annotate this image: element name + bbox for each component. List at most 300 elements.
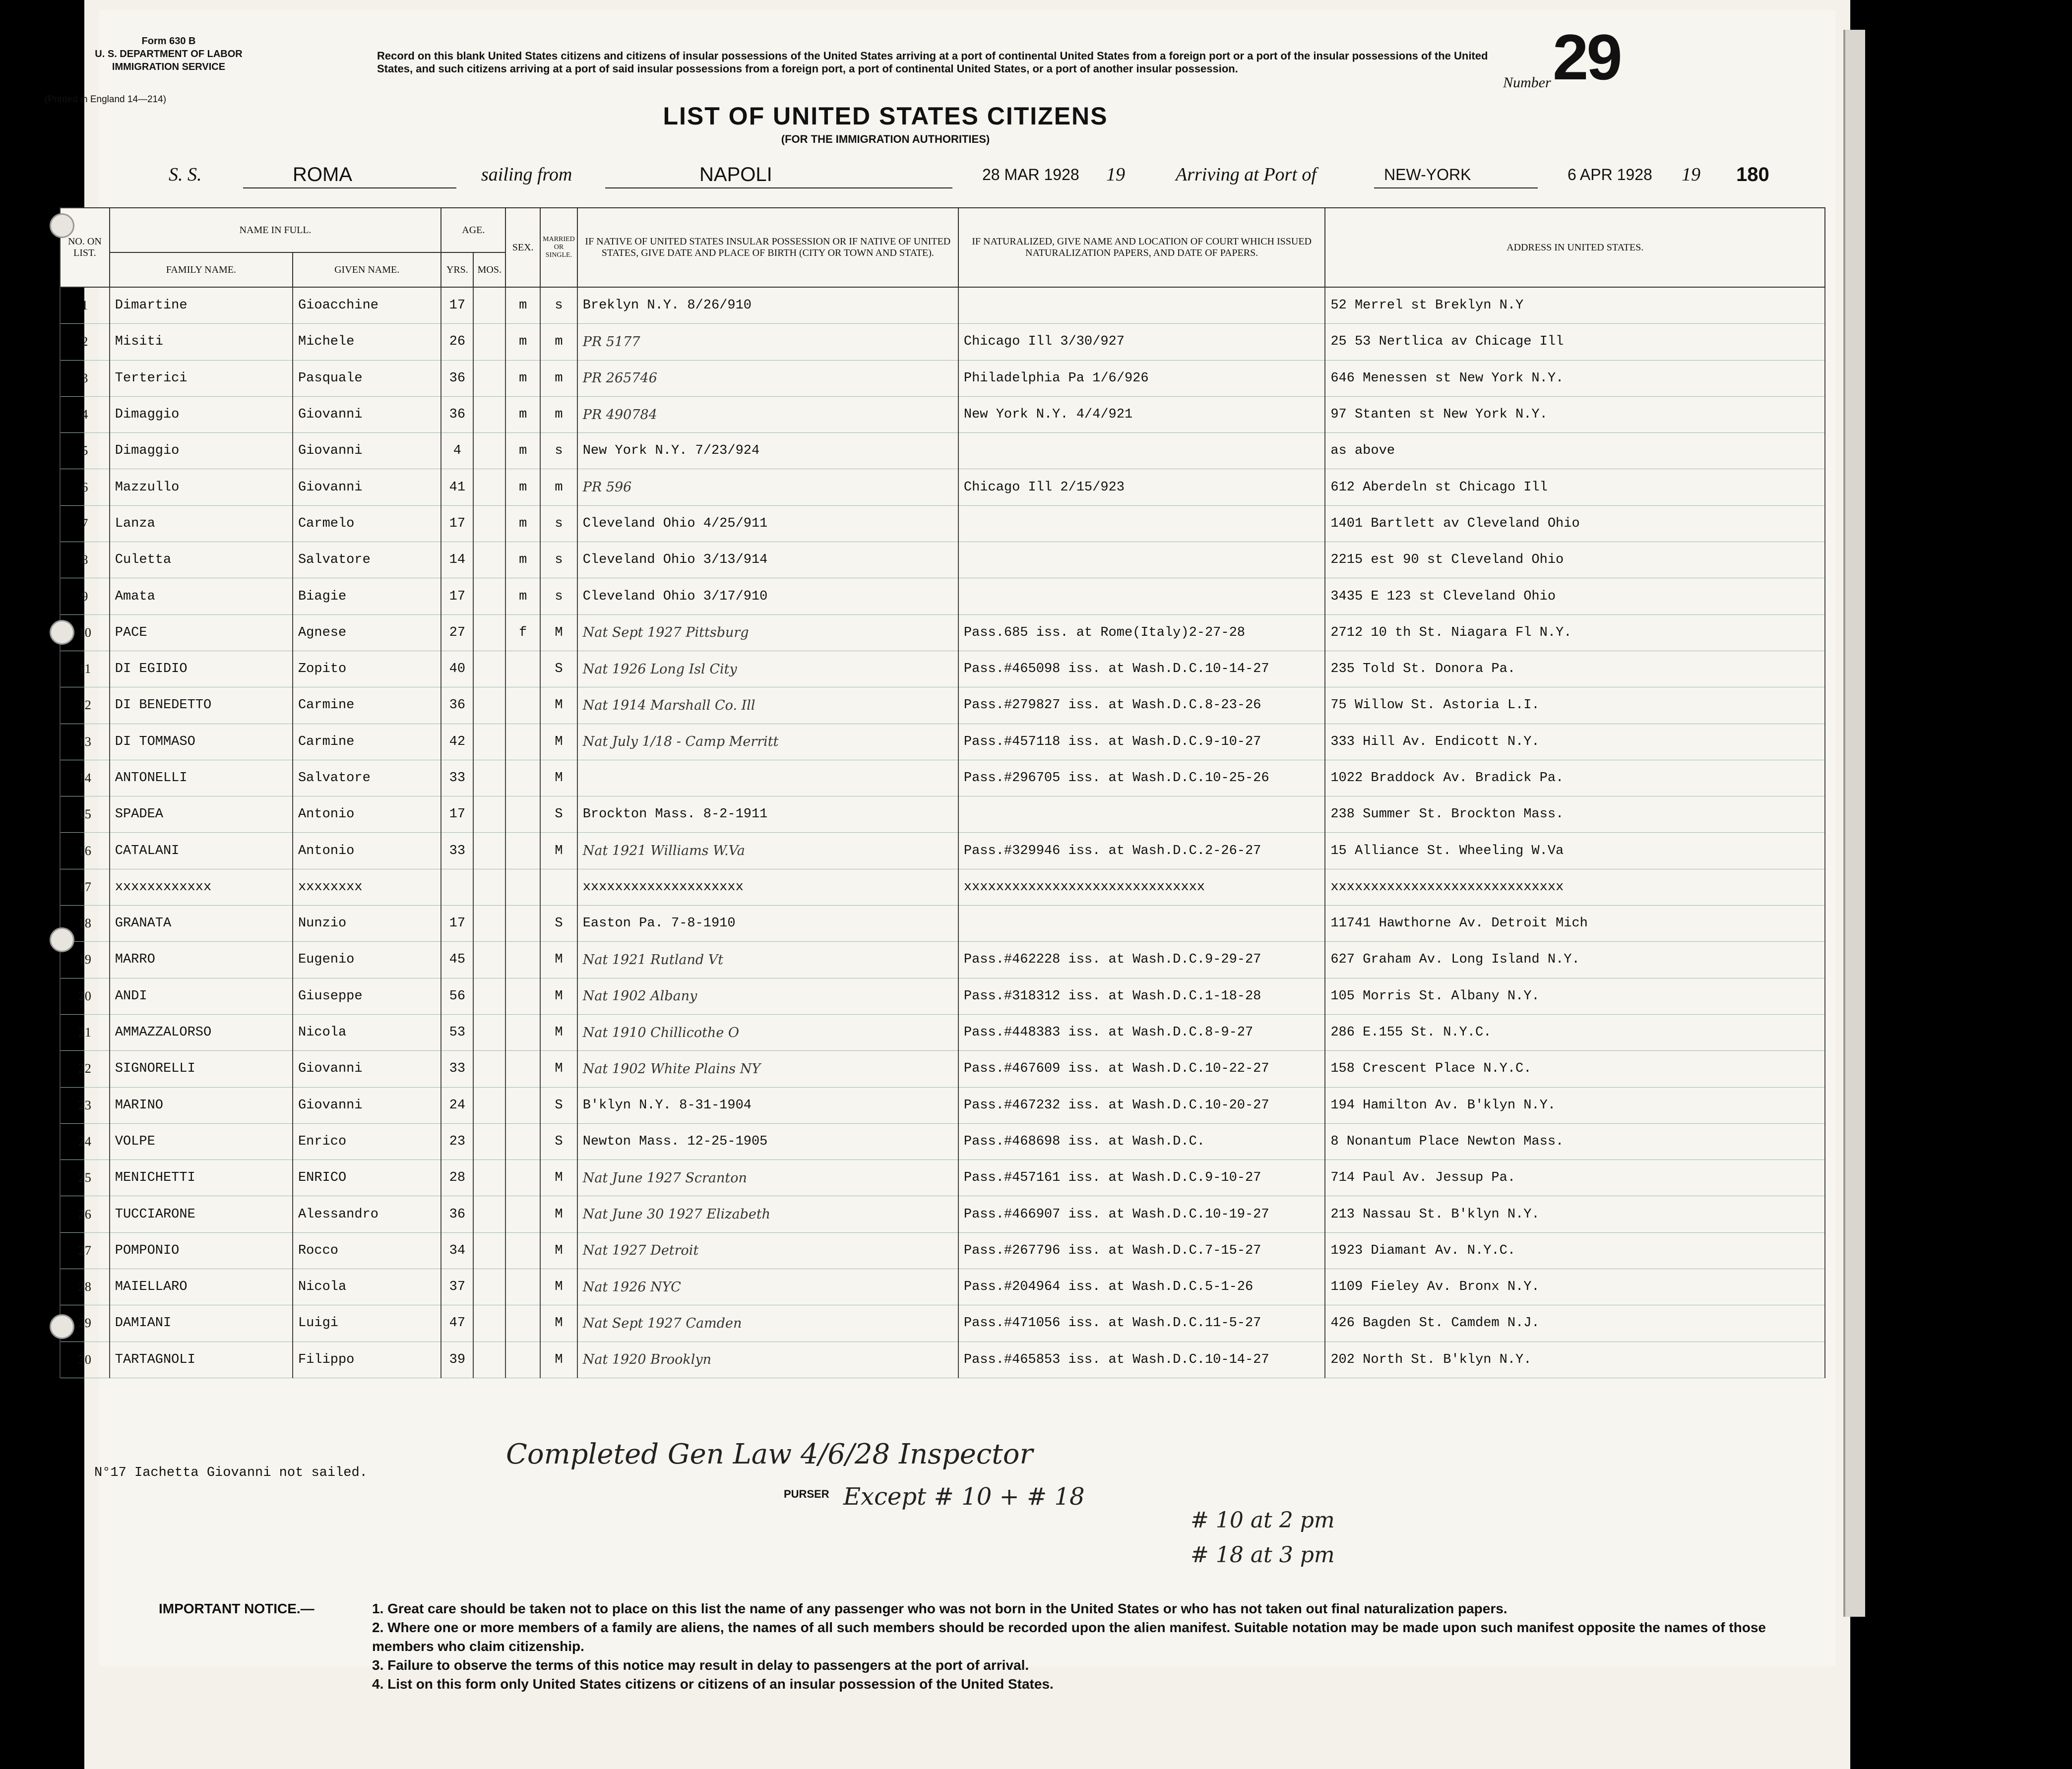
cell-nat: Pass.#318312 iss. at Wash.D.C.1-18-28 — [958, 978, 1325, 1014]
cell-yrs: 17 — [441, 578, 473, 614]
cell-sex: m — [505, 578, 540, 614]
table-row — [60, 542, 1825, 578]
cell-no: 3 — [60, 360, 110, 396]
service: IMMIGRATION SERVICE — [112, 61, 226, 72]
cell-sex — [505, 1051, 540, 1087]
cell-ms: S — [540, 796, 577, 833]
cell-mos — [473, 1123, 505, 1159]
cell-sex — [505, 687, 540, 724]
department: U. S. DEPARTMENT OF LABOR — [95, 49, 243, 60]
cell-yrs: 27 — [441, 614, 473, 651]
cell-no: 26 — [60, 1196, 110, 1232]
table-row — [60, 469, 1825, 505]
cell-nat: Pass.#267796 iss. at Wash.D.C.7-15-27 — [958, 1232, 1325, 1269]
cell-address: 235 Told St. Donora Pa. — [1325, 651, 1825, 687]
cell-no: 8 — [60, 542, 110, 578]
cell-given: Carmelo — [293, 505, 441, 542]
cell-yrs: 36 — [441, 360, 473, 396]
cell-ms: s — [540, 578, 577, 614]
page-subtitle: (FOR THE IMMIGRATION AUTHORITIES) — [781, 133, 990, 145]
cell-mos — [473, 324, 505, 360]
time-note-10: # 10 at 2 pm — [1191, 1508, 1335, 1533]
cell-sex: m — [505, 324, 540, 360]
cell-birth: Nat 1921 Rutland Vt — [577, 942, 958, 978]
cell-ms: s — [540, 542, 577, 578]
cell-family: DI BENEDETTO — [110, 687, 293, 724]
cell-ms: m — [540, 469, 577, 505]
table-row — [60, 833, 1825, 869]
cell-birth: Nat 1927 Detroit — [577, 1232, 958, 1269]
cell-birth: Cleveland Ohio 3/17/910 — [577, 578, 958, 614]
cell-birth: Newton Mass. 12-25-1905 — [577, 1123, 958, 1159]
cell-mos — [473, 1014, 505, 1050]
table-row — [60, 1196, 1825, 1232]
table-row — [60, 505, 1825, 542]
cell-address: 11741 Hawthorne Av. Detroit Mich — [1325, 906, 1825, 942]
cell-given: Antonio — [293, 796, 441, 833]
cell-mos — [473, 1269, 505, 1305]
cell-sex — [505, 978, 540, 1014]
page-edge — [1843, 30, 1865, 1617]
cell-mos — [473, 1342, 505, 1378]
cell-sex — [505, 1342, 540, 1378]
cell-family: SPADEA — [110, 796, 293, 833]
cell-no: 5 — [60, 433, 110, 469]
col-married: MARRIED OR SINGLE. — [540, 208, 577, 287]
cell-sex: m — [505, 287, 540, 324]
table-row — [60, 287, 1825, 324]
cell-given: Rocco — [293, 1232, 441, 1269]
cell-yrs: 33 — [441, 760, 473, 796]
cell-family: TUCCIARONE — [110, 1196, 293, 1232]
cell-address: xxxxxxxxxxxxxxxxxxxxxxxxxxxxx — [1325, 869, 1825, 905]
cell-address: 333 Hill Av. Endicott N.Y. — [1325, 724, 1825, 760]
table-row — [60, 978, 1825, 1014]
cell-birth: PR 265746 — [577, 360, 958, 396]
cell-family: xxxxxxxxxxxx — [110, 869, 293, 905]
cell-sex — [505, 651, 540, 687]
binder-hole — [50, 927, 74, 952]
cell-ms — [540, 869, 577, 905]
cell-sex: m — [505, 360, 540, 396]
col-address: ADDRESS IN UNITED STATES. — [1325, 208, 1825, 287]
cell-birth: Breklyn N.Y. 8/26/910 — [577, 287, 958, 324]
cell-mos — [473, 287, 505, 324]
cell-given: Carmine — [293, 687, 441, 724]
cell-no: 19 — [60, 942, 110, 978]
col-age: AGE. — [441, 208, 505, 252]
cell-sex — [505, 724, 540, 760]
cell-mos — [473, 1232, 505, 1269]
cell-address: 714 Paul Av. Jessup Pa. — [1325, 1160, 1825, 1196]
cell-no: 9 — [60, 578, 110, 614]
cell-yrs: 24 — [441, 1087, 473, 1123]
table-row — [60, 1087, 1825, 1123]
not-sailed-note: N°17 Iachetta Giovanni not sailed. — [94, 1465, 368, 1480]
binder-hole — [50, 620, 74, 645]
cell-sex — [505, 942, 540, 978]
cell-birth: Nat Sept 1927 Camden — [577, 1305, 958, 1342]
cell-given: Michele — [293, 324, 441, 360]
cell-yrs: 23 — [441, 1123, 473, 1159]
cell-no: 12 — [60, 687, 110, 724]
cell-nat — [958, 796, 1325, 833]
cell-birth: Nat 1902 White Plains NY — [577, 1051, 958, 1087]
record-instructions: Record on this blank United States citizens and citizens of insular possessions of the United States arriving at a port of continental United States from a foreign port or a port of the insular possessions of the United States, and such citizens arriving at a port of said insular possessions from a foreign port, a port of continental United States, or a port of another insular possession. — [377, 50, 1488, 75]
cell-given: Pasquale — [293, 360, 441, 396]
table-row — [60, 1232, 1825, 1269]
cell-sex — [505, 1160, 540, 1196]
cell-ms: M — [540, 1269, 577, 1305]
cell-address: 194 Hamilton Av. B'klyn N.Y. — [1325, 1087, 1825, 1123]
cell-sex — [505, 760, 540, 796]
cell-sex — [505, 1087, 540, 1123]
cell-family: VOLPE — [110, 1123, 293, 1159]
cell-nat — [958, 287, 1325, 324]
cell-family: Culetta — [110, 542, 293, 578]
cell-family: Dimaggio — [110, 433, 293, 469]
cell-sex — [505, 1196, 540, 1232]
cell-mos — [473, 869, 505, 905]
cell-ms: S — [540, 651, 577, 687]
cell-ms: s — [540, 287, 577, 324]
cell-sex: m — [505, 505, 540, 542]
cell-mos — [473, 433, 505, 469]
cell-ms: M — [540, 1160, 577, 1196]
table-row — [60, 1051, 1825, 1087]
cell-no: 10 — [60, 614, 110, 651]
cell-yrs: 36 — [441, 396, 473, 432]
cell-ms: M — [540, 1014, 577, 1050]
cell-birth: Nat 1926 NYC — [577, 1269, 958, 1305]
cell-address: 646 Menessen st New York N.Y. — [1325, 360, 1825, 396]
cell-nat: Chicago Ill 3/30/927 — [958, 324, 1325, 360]
cell-yrs: 47 — [441, 1305, 473, 1342]
cell-given: Nicola — [293, 1014, 441, 1050]
table-row — [60, 433, 1825, 469]
cell-nat: Pass.#457161 iss. at Wash.D.C.9-10-27 — [958, 1160, 1325, 1196]
cell-address: 238 Summer St. Brockton Mass. — [1325, 796, 1825, 833]
cell-yrs — [441, 869, 473, 905]
cell-mos — [473, 505, 505, 542]
cell-address: 25 53 Nertlica av Chicage Ill — [1325, 324, 1825, 360]
cell-mos — [473, 1305, 505, 1342]
cell-no: 13 — [60, 724, 110, 760]
table-row — [60, 1269, 1825, 1305]
cell-no: 20 — [60, 978, 110, 1014]
cell-ms: M — [540, 942, 577, 978]
cell-ms: M — [540, 614, 577, 651]
cell-address: 52 Merrel st Breklyn N.Y — [1325, 287, 1825, 324]
table-row — [60, 796, 1825, 833]
cell-birth: PR 596 — [577, 469, 958, 505]
cell-sex: m — [505, 433, 540, 469]
cell-address: 1022 Braddock Av. Bradick Pa. — [1325, 760, 1825, 796]
cell-address: 627 Graham Av. Long Island N.Y. — [1325, 942, 1825, 978]
cell-address: 3435 E 123 st Cleveland Ohio — [1325, 578, 1825, 614]
list-number: 29 — [1553, 21, 1621, 93]
cell-nat — [958, 505, 1325, 542]
cell-family: MARRO — [110, 942, 293, 978]
cell-yrs: 53 — [441, 1014, 473, 1050]
cell-address: 2215 est 90 st Cleveland Ohio — [1325, 542, 1825, 578]
cell-nat — [958, 578, 1325, 614]
cell-birth: Nat July 1/18 - Camp Merritt — [577, 724, 958, 760]
cell-mos — [473, 1160, 505, 1196]
cell-sex — [505, 1123, 540, 1159]
cell-yrs: 33 — [441, 833, 473, 869]
cell-family: Dimaggio — [110, 396, 293, 432]
cell-nat: Pass.#471056 iss. at Wash.D.C.11-5-27 — [958, 1305, 1325, 1342]
cell-family: MAIELLARO — [110, 1269, 293, 1305]
cell-given: ENRICO — [293, 1160, 441, 1196]
cell-family: ANTONELLI — [110, 760, 293, 796]
cell-family: CATALANI — [110, 833, 293, 869]
cell-address: 75 Willow St. Astoria L.I. — [1325, 687, 1825, 724]
notice-item: 3. Failure to observe the terms of this notice may result in delay to passengers at the port of arrival. — [372, 1657, 1029, 1673]
cell-sex — [505, 1014, 540, 1050]
table-row — [60, 942, 1825, 978]
cell-birth: Nat 1921 Williams W.Va — [577, 833, 958, 869]
purser-label: PURSER — [784, 1488, 829, 1500]
cell-yrs: 41 — [441, 469, 473, 505]
year-suffix: 19 — [1106, 164, 1125, 185]
cell-ms: M — [540, 724, 577, 760]
cell-mos — [473, 396, 505, 432]
notice-item: 4. List on this form only United States citizens or citizens of an insular possession of the United States. — [372, 1676, 1054, 1692]
cell-yrs: 14 — [441, 542, 473, 578]
cell-address: 426 Bagden St. Camdem N.J. — [1325, 1305, 1825, 1342]
page-title: LIST OF UNITED STATES CITIZENS — [663, 102, 1108, 130]
col-mos: MOS. — [473, 252, 505, 287]
cell-nat: Pass.#468698 iss. at Wash.D.C. — [958, 1123, 1325, 1159]
cell-mos — [473, 760, 505, 796]
cell-mos — [473, 360, 505, 396]
form-header — [45, 35, 293, 106]
cell-given: Eugenio — [293, 942, 441, 978]
cell-mos — [473, 906, 505, 942]
cell-address: 105 Morris St. Albany N.Y. — [1325, 978, 1825, 1014]
cell-nat: Pass.#329946 iss. at Wash.D.C.2-26-27 — [958, 833, 1325, 869]
cell-nat: Pass.#279827 iss. at Wash.D.C.8-23-26 — [958, 687, 1325, 724]
cell-given: xxxxxxxx — [293, 869, 441, 905]
cell-given: Giovanni — [293, 469, 441, 505]
cell-ms: m — [540, 360, 577, 396]
cell-birth: B'klyn N.Y. 8-31-1904 — [577, 1087, 958, 1123]
cell-mos — [473, 614, 505, 651]
cell-mos — [473, 651, 505, 687]
cell-given: Antonio — [293, 833, 441, 869]
cell-family: GRANATA — [110, 906, 293, 942]
cell-ms: M — [540, 1232, 577, 1269]
table-row — [60, 1123, 1825, 1159]
table-row — [60, 360, 1825, 396]
cell-yrs: 45 — [441, 942, 473, 978]
sailing-label: sailing from — [481, 164, 572, 185]
table-row — [60, 1160, 1825, 1196]
cell-sex: f — [505, 614, 540, 651]
cell-given: Nunzio — [293, 906, 441, 942]
cell-nat: Pass.#296705 iss. at Wash.D.C.10-25-26 — [958, 760, 1325, 796]
col-yrs: YRS. — [441, 252, 473, 287]
cell-no: 16 — [60, 833, 110, 869]
completed-note: Completed Gen Law 4/6/28 Inspector — [506, 1438, 1033, 1470]
form-number: Form 630 B — [141, 36, 196, 47]
sail-date: 28 MAR 1928 — [982, 166, 1079, 183]
cell-ms: m — [540, 396, 577, 432]
cell-birth: Nat June 1927 Scranton — [577, 1160, 958, 1196]
cell-address: 158 Crescent Place N.Y.C. — [1325, 1051, 1825, 1087]
cell-mos — [473, 833, 505, 869]
cell-no: 25 — [60, 1160, 110, 1196]
cell-nat: Pass.#465098 iss. at Wash.D.C.10-14-27 — [958, 651, 1325, 687]
cell-family: Mazzullo — [110, 469, 293, 505]
cell-address: 1401 Bartlett av Cleveland Ohio — [1325, 505, 1825, 542]
col-no: NO. ON LIST. — [60, 208, 110, 287]
col-given-name: GIVEN NAME. — [293, 252, 441, 287]
table-row — [60, 687, 1825, 724]
cell-family: MARINO — [110, 1087, 293, 1123]
cell-given: Carmine — [293, 724, 441, 760]
cell-mos — [473, 942, 505, 978]
voyage-line — [35, 164, 1769, 193]
port-to: NEW-YORK — [1384, 166, 1471, 183]
cell-sex — [505, 796, 540, 833]
table-row — [60, 906, 1825, 942]
cell-sex — [505, 906, 540, 942]
cell-ms: M — [540, 1196, 577, 1232]
cell-birth: Cleveland Ohio 3/13/914 — [577, 542, 958, 578]
cell-given: Gioacchine — [293, 287, 441, 324]
cell-no: 24 — [60, 1123, 110, 1159]
cell-birth: Nat 1910 Chillicothe O — [577, 1014, 958, 1050]
cell-nat: Philadelphia Pa 1/6/926 — [958, 360, 1325, 396]
cell-family: PACE — [110, 614, 293, 651]
cell-ms: S — [540, 906, 577, 942]
cell-no: 1 — [60, 287, 110, 324]
cell-birth: Easton Pa. 7-8-1910 — [577, 906, 958, 942]
cell-address: 286 E.155 St. N.Y.C. — [1325, 1014, 1825, 1050]
cell-birth: xxxxxxxxxxxxxxxxxxxx — [577, 869, 958, 905]
cell-yrs: 36 — [441, 687, 473, 724]
cell-given: Salvatore — [293, 542, 441, 578]
cell-nat: Pass.685 iss. at Rome(Italy)2-27-28 — [958, 614, 1325, 651]
cell-address: 2712 10 th St. Niagara Fl N.Y. — [1325, 614, 1825, 651]
cell-mos — [473, 542, 505, 578]
cell-nat — [958, 433, 1325, 469]
cell-given: Giovanni — [293, 1087, 441, 1123]
cell-family: Terterici — [110, 360, 293, 396]
manifest-table — [60, 207, 1825, 1378]
cell-sex: m — [505, 396, 540, 432]
cell-no: 4 — [60, 396, 110, 432]
cell-ms: M — [540, 1051, 577, 1087]
cell-address: 15 Alliance St. Wheeling W.Va — [1325, 833, 1825, 869]
cell-yrs: 33 — [441, 1051, 473, 1087]
cell-address: 1923 Diamant Av. N.Y.C. — [1325, 1232, 1825, 1269]
cell-nat: Pass.#462228 iss. at Wash.D.C.9-29-27 — [958, 942, 1325, 978]
table-row — [60, 869, 1825, 905]
cell-yrs: 56 — [441, 978, 473, 1014]
cell-given: Enrico — [293, 1123, 441, 1159]
cell-given: Giovanni — [293, 396, 441, 432]
cell-yrs: 17 — [441, 505, 473, 542]
port-from: NAPOLI — [699, 164, 772, 185]
cell-yrs: 39 — [441, 1342, 473, 1378]
table-row — [60, 396, 1825, 432]
cell-family: DAMIANI — [110, 1305, 293, 1342]
arrive-date: 6 APR 1928 — [1568, 166, 1652, 183]
cell-yrs: 17 — [441, 287, 473, 324]
cell-mos — [473, 1196, 505, 1232]
cell-mos — [473, 978, 505, 1014]
cell-yrs: 37 — [441, 1269, 473, 1305]
cell-mos — [473, 1051, 505, 1087]
col-naturalized: IF NATURALIZED, GIVE NAME AND LOCATION OF COURT WHICH ISSUED NATURALIZATION PAPERS, AND DATE OF PAPERS. — [958, 208, 1325, 287]
ss-label: S. S. — [169, 164, 202, 185]
cell-no: 2 — [60, 324, 110, 360]
cell-birth: Nat 1902 Albany — [577, 978, 958, 1014]
col-sex: SEX. — [505, 208, 540, 287]
cell-sex — [505, 869, 540, 905]
cell-address: 213 Nassau St. B'klyn N.Y. — [1325, 1196, 1825, 1232]
cell-address: 97 Stanten st New York N.Y. — [1325, 396, 1825, 432]
cell-no: 7 — [60, 505, 110, 542]
cell-given: Giovanni — [293, 1051, 441, 1087]
cell-no: 27 — [60, 1232, 110, 1269]
notice-item: 2. Where one or more members of a family are aliens, the names of all such members should be recorded upon the alien manifest. Suitable notation may be made upon such manifest opposite the names of those members who claim citizenship. — [372, 1620, 1766, 1654]
cell-no: 6 — [60, 469, 110, 505]
cell-birth: Nat Sept 1927 Pittsburg — [577, 614, 958, 651]
table-row — [60, 1305, 1825, 1342]
cell-nat: Pass.#448383 iss. at Wash.D.C.8-9-27 — [958, 1014, 1325, 1050]
cell-address: 612 Aberdeln st Chicago Ill — [1325, 469, 1825, 505]
col-birth: IF NATIVE OF UNITED STATES INSULAR POSSESSION OR IF NATIVE OF UNITED STATES, GIVE DATE AND PLACE OF BIRTH (CITY OR TOWN AND STATE). — [577, 208, 958, 287]
notice-lead: IMPORTANT NOTICE.— — [159, 1601, 314, 1616]
cell-nat: Pass.#465853 iss. at Wash.D.C.10-14-27 — [958, 1342, 1325, 1378]
cell-no: 17 — [60, 869, 110, 905]
col-name-in-full: NAME IN FULL. — [110, 208, 441, 252]
cell-family: ANDI — [110, 978, 293, 1014]
cell-sex — [505, 1269, 540, 1305]
table-row — [60, 724, 1825, 760]
arrive-year-suffix: 19 — [1682, 164, 1700, 185]
cell-sex: m — [505, 469, 540, 505]
cell-address: 1109 Fieley Av. Bronx N.Y. — [1325, 1269, 1825, 1305]
cell-address: 8 Nonantum Place Newton Mass. — [1325, 1123, 1825, 1159]
cell-birth: Nat 1920 Brooklyn — [577, 1342, 958, 1378]
cell-no: 21 — [60, 1014, 110, 1050]
cell-no: 23 — [60, 1087, 110, 1123]
cell-yrs: 4 — [441, 433, 473, 469]
cell-yrs: 17 — [441, 796, 473, 833]
cell-ms: M — [540, 1342, 577, 1378]
cell-family: TARTAGNOLI — [110, 1342, 293, 1378]
cell-no: 11 — [60, 651, 110, 687]
cell-address: 202 North St. B'klyn N.Y. — [1325, 1342, 1825, 1378]
cell-family: Misiti — [110, 324, 293, 360]
cell-birth: Nat June 30 1927 Elizabeth — [577, 1196, 958, 1232]
cell-birth — [577, 760, 958, 796]
cell-yrs: 34 — [441, 1232, 473, 1269]
cell-birth: New York N.Y. 7/23/924 — [577, 433, 958, 469]
cell-ms: s — [540, 433, 577, 469]
table-row — [60, 578, 1825, 614]
cell-family: MENICHETTI — [110, 1160, 293, 1196]
cell-ms: s — [540, 505, 577, 542]
cell-birth: PR 5177 — [577, 324, 958, 360]
cell-family: DI TOMMASO — [110, 724, 293, 760]
